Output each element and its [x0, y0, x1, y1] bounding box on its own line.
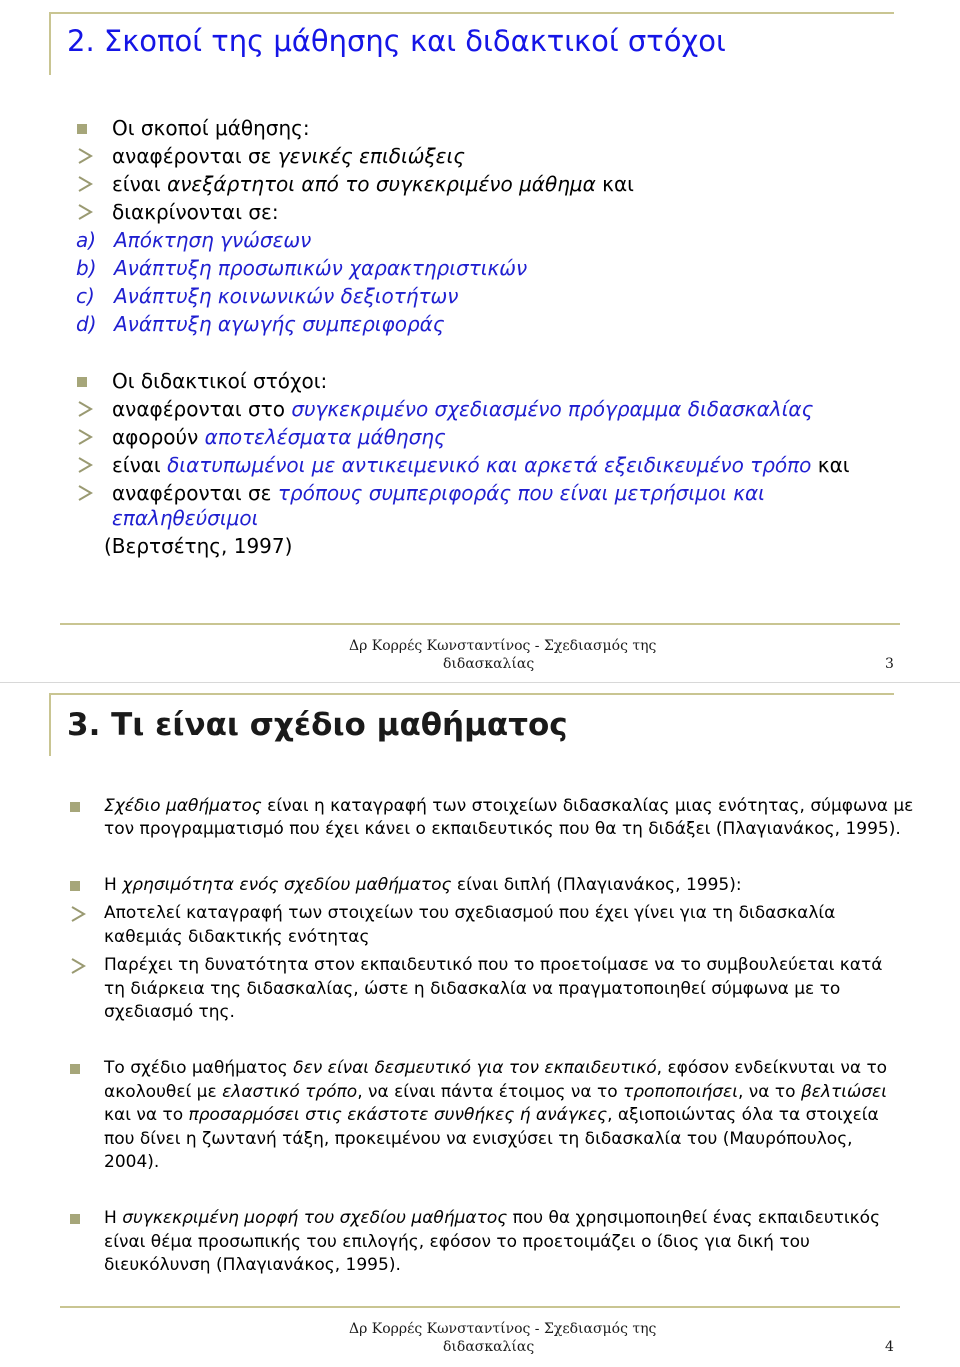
title-rule [49, 12, 894, 14]
footer-course: διδασκαλίας [443, 1339, 535, 1355]
usefulness-item: Αποτελεί καταγραφή των στοιχείων του σχεδιασμού που έχει γίνει για τη διδασκαλία [104, 903, 836, 923]
slide-title: 2. Σκοποί της μάθησης και διδακτικοί στόχοι [67, 24, 726, 58]
category-text: Ανάπτυξη κοινωνικών δεξιοτήτων [114, 284, 459, 308]
category-text: Απόκτηση γνώσεων [114, 228, 312, 252]
category-label: c) [76, 284, 95, 308]
aims-item: διακρίνονται σε: [112, 200, 279, 224]
arrowhead-bullet-icon [77, 484, 93, 502]
flexibility-line: 2004). [104, 1152, 160, 1172]
footer-author: Δρ Κορρές Κωνσταντίνος - Σχεδιασμός της [349, 638, 657, 654]
arrowhead-bullet-icon [77, 400, 93, 418]
arrowhead-bullet-icon [77, 428, 93, 446]
title-rule [49, 693, 894, 695]
aims-item: είναι ανεξάρτητοι από το συγκεκριμένο μάθημα και [112, 172, 634, 196]
arrowhead-bullet-icon [77, 456, 93, 474]
square-bullet-icon [70, 881, 80, 891]
category-text: Ανάπτυξη προσωπικών χαρακτηριστικών [114, 256, 528, 280]
objectives-heading: Οι διδακτικοί στόχοι: [112, 369, 328, 393]
category-label: b) [76, 256, 97, 280]
aims-item: αναφέρονται σε γενικές επιδιώξεις [112, 144, 465, 168]
arrowhead-bullet-icon [77, 147, 93, 165]
citation: (Βερτσέτης, 1997) [104, 534, 293, 558]
square-bullet-icon [70, 802, 80, 812]
slide-separator [0, 682, 960, 683]
slide-4 [0, 684, 960, 1367]
square-bullet-icon [70, 1214, 80, 1224]
definition-line: Σχέδιο μαθήματος είναι η καταγραφή των στοιχείων διδασκαλίας μιας ενότητας, σύμφωνα με [104, 796, 914, 816]
footer-author: Δρ Κορρές Κωνσταντίνος - Σχεδιασμός της [349, 1321, 657, 1337]
square-bullet-icon [77, 377, 87, 387]
footer-course: διδασκαλίας [443, 656, 535, 672]
category-label: d) [76, 312, 97, 336]
category-label: a) [76, 228, 97, 252]
arrowhead-bullet-icon [77, 175, 93, 193]
square-bullet-icon [70, 1064, 80, 1074]
usefulness-line: Η χρησιμότητα ενός σχεδίου μαθήματος είναι διπλή (Πλαγιανάκος, 1995): [104, 875, 742, 895]
form-line: διευκόλυνση (Πλαγιανάκος, 1995). [104, 1255, 401, 1275]
arrowhead-bullet-icon [77, 203, 93, 221]
flexibility-line: ακολουθεί με ελαστικό τρόπο, να είναι πάντα έτοιμος να το τροποποιήσει, να το βελτιώσει [104, 1082, 887, 1102]
arrowhead-bullet-icon [70, 957, 86, 975]
definition-line: τον προγραμματισμό που έχει κάνει ο εκπαιδευτικός που θα τη διδάξει (Πλαγιανάκος, 1995). [104, 819, 901, 839]
objectives-item: αφορούν αποτελέσματα μάθησης [112, 425, 446, 449]
form-line: Η συγκεκριμένη μορφή του σχεδίου μαθήματος που θα χρησιμοποιηθεί ένας εκπαιδευτικός [104, 1208, 881, 1228]
category-text: Ανάπτυξη αγωγής συμπεριφοράς [114, 312, 445, 336]
footer-rule [60, 623, 900, 625]
square-bullet-icon [77, 124, 87, 134]
title-rule-vertical [49, 12, 51, 75]
aims-heading: Οι σκοποί μάθησης: [112, 116, 310, 140]
usefulness-item: σχεδιασμό της. [104, 1002, 235, 1022]
page-number: 3 [885, 656, 894, 672]
flexibility-line: και να το προσαρμόσει στις εκάστοτε συνθήκες ή ανάγκες, αξιοποιώντας όλα τα στοιχεία [104, 1105, 879, 1125]
page-number: 4 [885, 1339, 894, 1355]
usefulness-item: τη διάρκεια της διδασκαλίας, ώστε η διδασκαλία να πραγματοποιηθεί σύμφωνα με το [104, 979, 841, 999]
flexibility-line: που δίνει η ζωντανή τάξη, προκειμένου να ενισχύσει τη διδασκαλία του (Μαυρόπουλος, [104, 1129, 853, 1149]
title-rule-vertical [49, 693, 51, 756]
form-line: είναι θέμα προσωπικής του επιλογής, εφόσον το προετοιμάζει ο ίδιος για δική του [104, 1232, 810, 1252]
arrowhead-bullet-icon [70, 905, 86, 923]
footer-rule [60, 1306, 900, 1308]
slide-title: 3. Τι είναι σχέδιο μαθήματος [67, 707, 568, 743]
objectives-item-continued: επαληθεύσιμοι [112, 506, 259, 530]
usefulness-item: Παρέχει τη δυνατότητα στον εκπαιδευτικό που το προετοίμασε να το συμβουλεύεται κατά [104, 955, 883, 975]
objectives-item: αναφέρονται σε τρόπους συμπεριφοράς που είναι μετρήσιμοι και [112, 481, 765, 505]
usefulness-item: καθεμιάς διδακτικής ενότητας [104, 927, 370, 947]
objectives-item: αναφέρονται στο συγκεκριμένο σχεδιασμένο πρόγραμμα διδασκαλίας [112, 397, 814, 421]
flexibility-line: Το σχέδιο μαθήματος δεν είναι δεσμευτικό για τον εκπαιδευτικό, εφόσον ενδείκνυται να το [104, 1058, 888, 1078]
objectives-item: είναι διατυπωμένοι με αντικειμενικό και αρκετά εξειδικευμένο τρόπο και [112, 453, 850, 477]
